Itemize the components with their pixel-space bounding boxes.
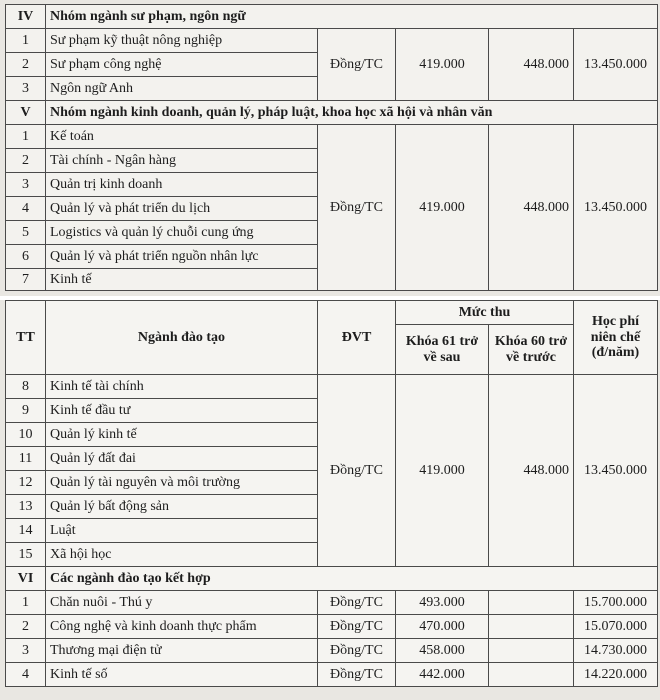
fee-k61-cell: 442.000: [396, 663, 489, 687]
fee-k61-cell: 458.000: [396, 639, 489, 663]
row-number: 2: [6, 53, 46, 77]
major-name: Tài chính - Ngân hàng: [46, 149, 318, 173]
section-header-row: [6, 101, 658, 125]
major-name: Quản lý và phát triển nguồn nhân lực: [46, 245, 318, 269]
section-number: VI: [6, 567, 46, 591]
fee-year-cell: 14.220.000: [574, 663, 658, 687]
major-name: Thương mại điện tử: [46, 639, 318, 663]
fee-year-cell: 13.450.000: [574, 375, 658, 567]
fee-k60-cell: [489, 639, 574, 663]
fee-year-cell: 15.700.000: [574, 591, 658, 615]
unit-cell: Đồng/TC: [318, 663, 396, 687]
fee-k60-cell: [489, 591, 574, 615]
unit-cell: Đồng/TC: [318, 125, 396, 291]
row-number: 13: [6, 495, 46, 519]
row-number: 4: [6, 663, 46, 687]
section-number: V: [6, 101, 46, 125]
unit-cell: Đồng/TC: [318, 639, 396, 663]
row-number: 12: [6, 471, 46, 495]
table-header-row: [6, 301, 658, 325]
row-number: 2: [6, 149, 46, 173]
row-number: 14: [6, 519, 46, 543]
row-number: 1: [6, 125, 46, 149]
major-name: Quản lý tài nguyên và môi trường: [46, 471, 318, 495]
row-number: 6: [6, 245, 46, 269]
section-title: Các ngành đào tạo kết hợp: [46, 567, 658, 591]
column-header-k60: Khóa 60 trở về trước: [489, 325, 574, 375]
major-name: Quản lý và phát triển du lịch: [46, 197, 318, 221]
major-name: Chăn nuôi - Thú y: [46, 591, 318, 615]
table-row: [6, 125, 658, 149]
fee-year-cell: 15.070.000: [574, 615, 658, 639]
major-name: Sư phạm kỹ thuật nông nghiệp: [46, 29, 318, 53]
column-header-k61: Khóa 61 trở về sau: [396, 325, 489, 375]
fee-k61-cell: 493.000: [396, 591, 489, 615]
row-number: 1: [6, 591, 46, 615]
section-title: Nhóm ngành sư phạm, ngôn ngữ: [46, 5, 658, 29]
major-name: Kinh tế: [46, 269, 318, 291]
section-header-row: [6, 567, 658, 591]
fee-k61-cell: 419.000: [396, 375, 489, 567]
major-name: Kinh tế đầu tư: [46, 399, 318, 423]
major-name: Công nghệ và kinh doanh thực phẩm: [46, 615, 318, 639]
table-row: [6, 375, 658, 399]
row-number: 15: [6, 543, 46, 567]
fee-k61-cell: 419.000: [396, 125, 489, 291]
column-header-tt: TT: [6, 301, 46, 375]
unit-cell: Đồng/TC: [318, 615, 396, 639]
row-number: 5: [6, 221, 46, 245]
column-header-yearly: Học phí niên chế (đ/năm): [574, 301, 658, 375]
tuition-table-bottom: [5, 300, 658, 687]
row-number: 8: [6, 375, 46, 399]
fee-k60-cell: 448.000: [489, 29, 574, 101]
major-name: Sư phạm công nghệ: [46, 53, 318, 77]
row-number: 2: [6, 615, 46, 639]
row-number: 9: [6, 399, 46, 423]
fee-year-cell: 13.450.000: [574, 125, 658, 291]
table-row: [6, 639, 658, 663]
fee-year-cell: 13.450.000: [574, 29, 658, 101]
fee-k60-cell: 448.000: [489, 125, 574, 291]
major-name: Ngôn ngữ Anh: [46, 77, 318, 101]
table-row: [6, 663, 658, 687]
major-name: Kinh tế tài chính: [46, 375, 318, 399]
major-name: Logistics và quản lý chuỗi cung ứng: [46, 221, 318, 245]
table-row: [6, 29, 658, 53]
fee-year-cell: 14.730.000: [574, 639, 658, 663]
column-header-unit: ĐVT: [318, 301, 396, 375]
section-title: Nhóm ngành kinh doanh, quản lý, pháp luật, khoa học xã hội và nhân văn: [46, 101, 658, 125]
fee-k60-cell: [489, 663, 574, 687]
row-number: 3: [6, 173, 46, 197]
unit-cell: Đồng/TC: [318, 591, 396, 615]
fee-k60-cell: 448.000: [489, 375, 574, 567]
table-row: [6, 591, 658, 615]
section-header-row: [6, 5, 658, 29]
fee-k60-cell: [489, 615, 574, 639]
major-name: Quản trị kinh doanh: [46, 173, 318, 197]
row-number: 7: [6, 269, 46, 291]
row-number: 11: [6, 447, 46, 471]
section-number: IV: [6, 5, 46, 29]
unit-cell: Đồng/TC: [318, 29, 396, 101]
major-name: Xã hội học: [46, 543, 318, 567]
major-name: Luật: [46, 519, 318, 543]
column-header-fee-group: Mức thu: [396, 301, 574, 325]
column-header-major: Ngành đào tạo: [46, 301, 318, 375]
row-number: 3: [6, 639, 46, 663]
table-row: [6, 615, 658, 639]
row-number: 1: [6, 29, 46, 53]
major-name: Kế toán: [46, 125, 318, 149]
major-name: Quản lý kinh tế: [46, 423, 318, 447]
unit-cell: Đồng/TC: [318, 375, 396, 567]
row-number: 10: [6, 423, 46, 447]
major-name: Kinh tế số: [46, 663, 318, 687]
row-number: 4: [6, 197, 46, 221]
fee-k61-cell: 470.000: [396, 615, 489, 639]
major-name: Quản lý bất động sản: [46, 495, 318, 519]
tuition-table-top: [5, 4, 658, 291]
major-name: Quản lý đất đai: [46, 447, 318, 471]
fee-k61-cell: 419.000: [396, 29, 489, 101]
row-number: 3: [6, 77, 46, 101]
